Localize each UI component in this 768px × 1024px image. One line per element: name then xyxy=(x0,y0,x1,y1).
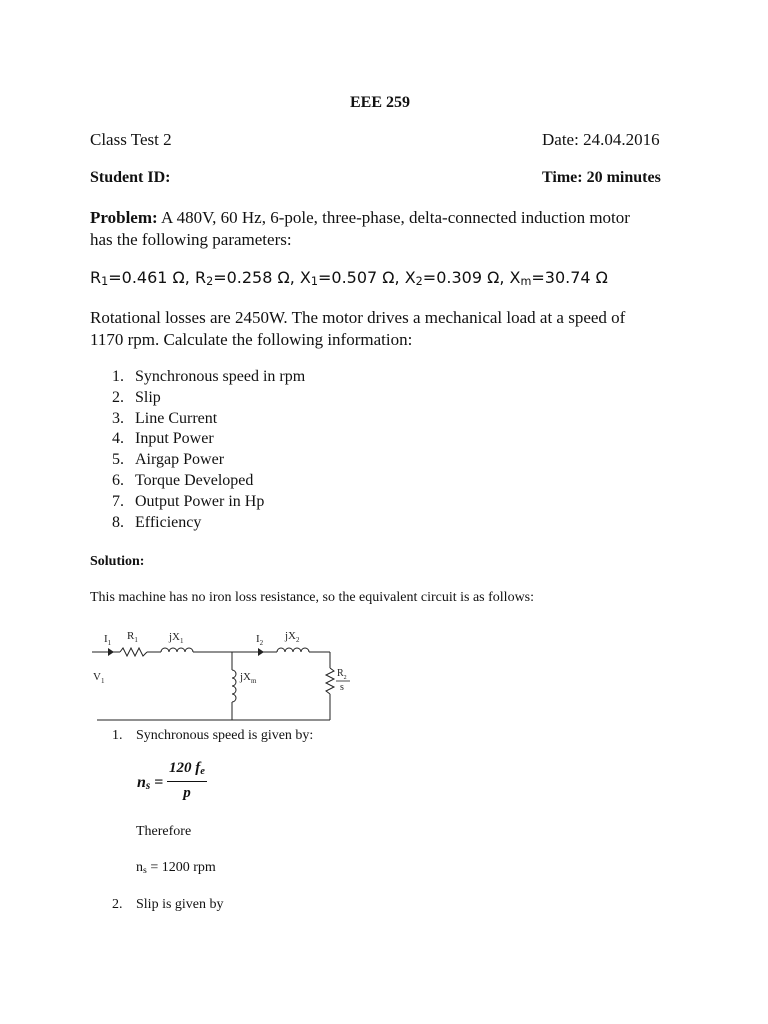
step2-number: 2. xyxy=(112,897,123,912)
formula-numerator: 120 $f_e$ xyxy=(169,760,205,778)
param-xm: $X_m=30.74$ Ω xyxy=(509,268,608,289)
label-jxm: $jX_m$ xyxy=(240,671,257,685)
label-i2: $I_2$ xyxy=(256,633,264,647)
step1-text: Synchronous speed is given by: xyxy=(136,728,314,743)
equivalent-circuit-diagram xyxy=(92,620,362,725)
problem-statement xyxy=(90,208,630,228)
param-x1: $X_1=0.507$ Ω, xyxy=(299,268,405,289)
list-item: 6. Torque Developed xyxy=(112,471,254,489)
param-r1: $R_1=0.461$ Ω, xyxy=(90,268,195,289)
list-item: 7. Output Power in Hp xyxy=(112,492,265,510)
test-label: Class Test 2 xyxy=(90,130,172,149)
losses-line1: Rotational losses are 2450W. The motor drives a mechanical load at a speed of xyxy=(90,308,626,327)
list-item: 2. Slip xyxy=(112,388,161,406)
course-title: EEE 259 xyxy=(350,94,411,111)
list-item: 5. Airgap Power xyxy=(112,451,225,469)
step1 xyxy=(112,728,313,744)
label-r2: $R_2$ xyxy=(337,668,347,681)
therefore-text: Therefore xyxy=(136,824,192,839)
problem-label: Problem: xyxy=(90,208,158,227)
formula-denominator: p xyxy=(183,785,191,801)
parameter-list xyxy=(90,268,608,287)
solution-intro: This machine has no iron loss resistance, so the equivalent circuit is as follows: xyxy=(90,590,535,605)
list-item: 8. Efficiency xyxy=(112,513,202,531)
formula-fraction-bar xyxy=(167,781,207,782)
label-jx2: $jX_2$ xyxy=(285,630,300,644)
step2-text: Slip is given by xyxy=(136,897,224,912)
label-s: s xyxy=(340,682,344,693)
question-list xyxy=(112,367,305,533)
step1-number: 1. xyxy=(112,728,123,743)
solution-heading: Solution: xyxy=(90,554,145,569)
time-limit: Time: 20 minutes xyxy=(542,169,661,186)
test-date: Date: 24.04.2016 xyxy=(542,130,660,149)
formula-lhs: $n_s$ = xyxy=(137,774,164,793)
param-r2: $R_2=0.258$ Ω, xyxy=(194,268,300,289)
problem-text-line1: A 480V, 60 Hz, 6-pole, three-phase, delta-connected induction motor xyxy=(157,208,630,227)
losses-line2: 1170 rpm. Calculate the following information: xyxy=(90,330,413,349)
current-i1-arrow-icon xyxy=(108,648,114,656)
label-jx1: $jX_1$ xyxy=(169,631,184,645)
param-x2: $X_2=0.309$ Ω, xyxy=(404,268,510,289)
list-item: 1. Synchronous speed in rpm xyxy=(112,368,306,385)
list-item: 4. Input Power xyxy=(112,430,214,448)
student-id-label: Student ID: xyxy=(90,169,171,186)
ns-result: $n_s = 1200$ rpm xyxy=(136,860,216,876)
step2 xyxy=(112,897,224,913)
label-v1: $V_1$ xyxy=(93,671,105,685)
label-r1: $R_1$ xyxy=(127,630,138,644)
label-i1: $I_1$ xyxy=(104,633,112,647)
list-item: 3. Line Current xyxy=(112,409,218,427)
problem-text-line2: has the following parameters: xyxy=(90,230,292,249)
current-i2-arrow-icon xyxy=(258,648,264,656)
